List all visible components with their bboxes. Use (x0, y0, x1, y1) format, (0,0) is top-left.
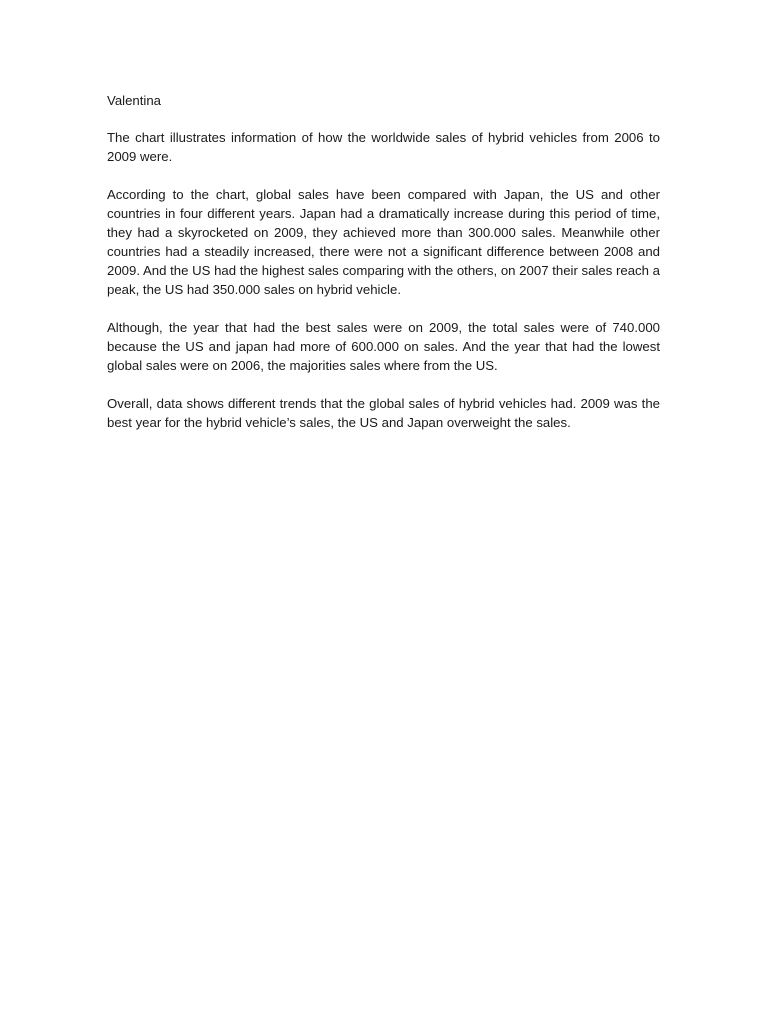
author-name: Valentina (107, 93, 162, 108)
paragraph-body-1: According to the chart, global sales have been compared with Japan, the US and other countries in four different years. Japan had a dramatically increase during this period of time, they had a skyrocketed on 2009, they achieved more than 300.000 sales. Meanwhile other countries had a steadily increased, there were not a significant difference between 2008 and 2009. And the US had the highest sales comparing with the others, on 2007 their sales reach a peak, the US had 350.000 sales on hybrid vehicle. (107, 187, 660, 297)
paragraph-intro: The chart illustrates information of how the worldwide sales of hybrid vehicles from 2006 to 2009 were. (107, 130, 660, 164)
paragraph-conclusion: Overall, data shows different trends that the global sales of hybrid vehicles had. 2009 was the best year for the hybrid vehicle’s sales, the US and Japan overweight the sales. (107, 396, 660, 430)
document-page (107, 91, 660, 451)
paragraph-body-2: Although, the year that had the best sales were on 2009, the total sales were of 740.000 because the US and japan had more of 600.000 on sales. And the year that had the lowest global sales were on 2006, the majorities sales where from the US. (107, 320, 660, 373)
